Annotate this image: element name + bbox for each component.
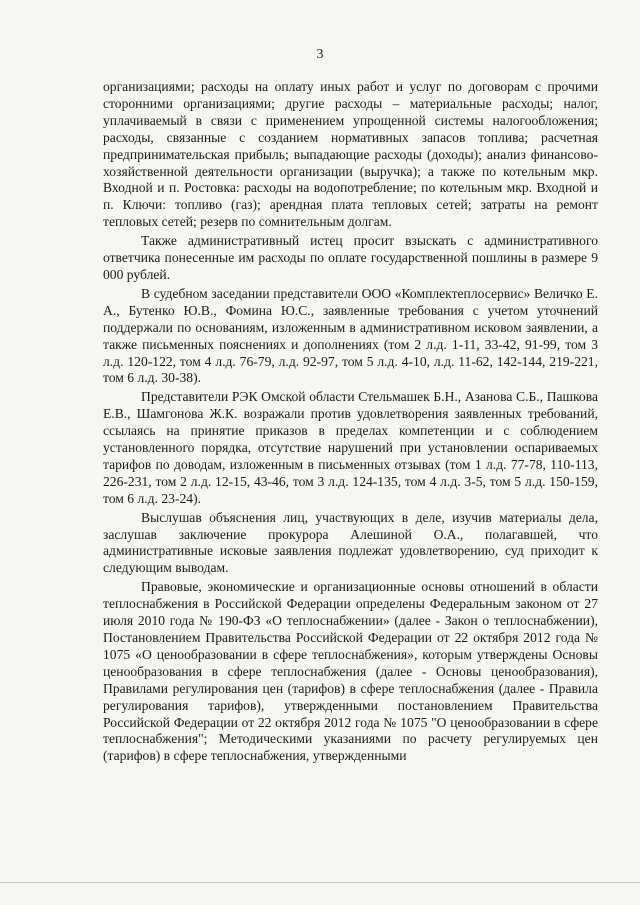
paragraph-plaintiff-position: В судебном заседании представители ООО «Комплектеплосервис» Величко Е. А., Бутенко Ю.В., Фомина Ю.С., заявленные требования с учетом уточнений поддержали по основаниям, изложенным в административном исковом заявлении, а также письменных пояснениях и дополнениях (том 2 л.д. 1-11, 33-42, 91-99, том 3 л.д. 120-122, том 4 л.д. 76-79, л.д. 92-97, том 5 л.д. 4-10, л.д. 11-62, 142-144, 219-221, том 6 л.д. 30-38). <box>103 285 598 386</box>
scan-edge-line <box>0 882 640 883</box>
page-number: 3 <box>316 47 324 62</box>
document-body <box>103 79 598 765</box>
paragraph-defendant-position: Представители РЭК Омской области Стельмашек Б.Н., Азанова С.Б., Пашкова Е.В., Шамгонова Ж.К. возражали против удовлетворения заявленных требований, ссылаясь на принятие приказов в пределах компетенции и с соблюдением установленного порядка, отсутствие нарушений при установлении оспариваемых тарифов по доводам, изложенным в письменных отзывах (том 1 л.д. 77-78, 110-113, 226-231, том 2 л.д. 12-15, 43-46, том 3 л.д. 124-135, том 4 л.д. 3-5, том 5 л.д. 150-159, том 6 л.д. 23-24). <box>103 389 598 506</box>
paragraph-court-hearing: Выслушав объяснения лиц, участвующих в деле, изучив материалы дела, заслушав заключение прокурора Алешиной О.А., полагавшей, что административные исковые заявления подлежат удовлетворению, суд приходит к следующим выводам. <box>103 509 598 576</box>
paragraph-cost-items: организациями; расходы на оплату иных работ и услуг по договорам с прочими сторонними организациями; другие расходы – материальные расходы; налог, уплачиваемый в связи с применением упрощенной системы налогообложения; расходы, связанные с созданием нормативных запасов топлива; расчетная предпринимательская прибыль; выпадающие расходы (доходы); анализ финансово-хозяйственной деятельности организации (выручка); а также по котельным мкр. Входной и п. Ростовка: расходы на водопотребление; по котельным мкр. Входной и п. Ключи: топливо (газ); арендная плата тепловых сетей; затраты на ремонт тепловых сетей; резерв по сомнительным долгам. <box>103 79 598 230</box>
paragraph-legal-basis: Правовые, экономические и организационные основы отношений в области теплоснабжения в Российской Федерации определены Федеральным законом от 27 июля 2010 года № 190-ФЗ «О теплоснабжении» (далее - Закон о теплоснабжении), Постановлением Правительства Российской Федерации от 22 октября 2012 года № 1075 «О ценообразовании в сфере теплоснабжения», которым утверждены Основы ценообразования в сфере теплоснабжения (далее - Основы ценообразования), Правилами регулирования цен (тарифов) в сфере теплоснабжения (далее - Правила регулирования тарифов), утвержденными постановлением Правительства Российской Федерации от 22 октября 2012 года № 1075 "О ценообразовании в сфере теплоснабжения"; Методическими указаниями по расчету регулируемых цен (тарифов) в сфере теплоснабжения, утвержденными <box>103 579 598 764</box>
paragraph-state-duty: Также административный истец просит взыскать с административного ответчика понесенные им расходы по оплате государственной пошлины в размере 9 000 рублей. <box>103 233 598 282</box>
